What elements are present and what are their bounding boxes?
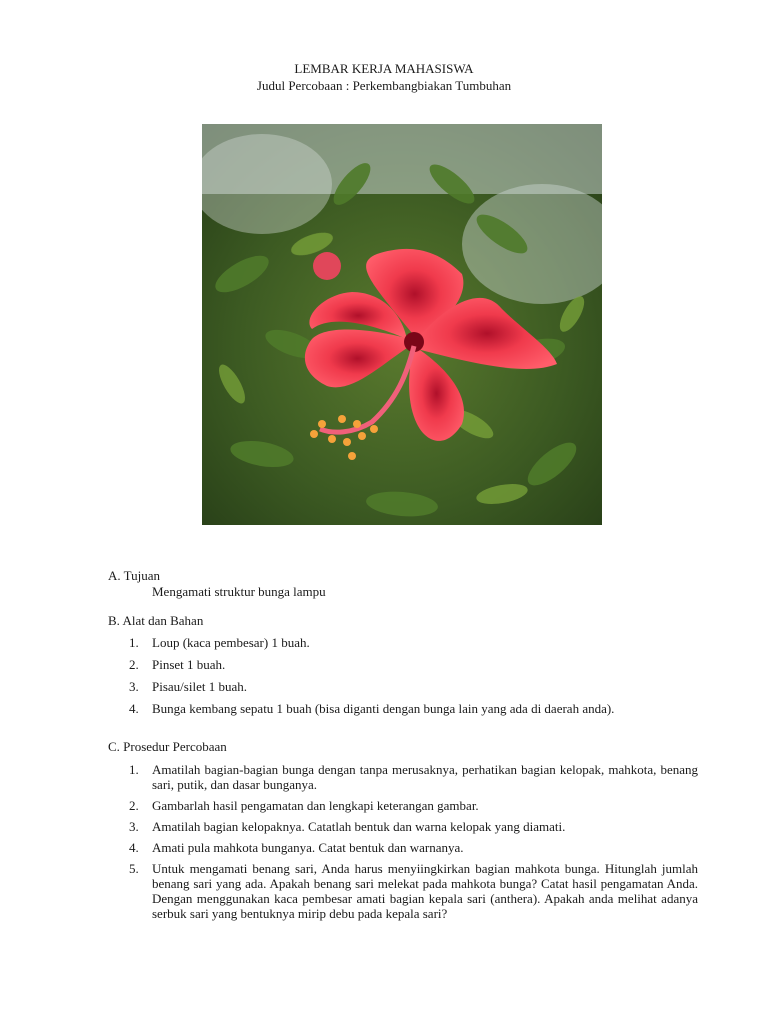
- list-item: 4. Amati pula mahkota bunganya. Catat bentuk dan warnanya.: [129, 840, 464, 855]
- list-item: 1. Amatilah bagian-bagian bunga dengan tanpa merusaknya, perhatikan bagian kelopak, mahkota, benang sari, putik, dan dasar bunganya.: [129, 762, 698, 792]
- procedure-list: [108, 762, 698, 927]
- document-title: LEMBAR KERJA MAHASISWA: [294, 61, 474, 76]
- experiment-title: Judul Percobaan : Perkembangbiakan Tumbuhan: [256, 78, 512, 93]
- list-item: 1. Loup (kaca pembesar) 1 buah.: [129, 635, 310, 650]
- document-header: [0, 60, 768, 94]
- list-item: 2. Pinset 1 buah.: [129, 657, 226, 672]
- tools-list: [108, 635, 698, 723]
- section-b-title: B. Alat dan Bahan: [108, 613, 204, 628]
- section-c-title: C. Prosedur Percobaan: [108, 739, 227, 754]
- list-item: 3. Amatilah bagian kelopaknya. Catatlah bentuk dan warna kelopak yang diamati.: [129, 819, 566, 834]
- list-item: 3. Pisau/silet 1 buah.: [129, 679, 247, 694]
- list-item: 4. Bunga kembang sepatu 1 buah (bisa diganti dengan bunga lain yang ada di daerah anda).: [129, 701, 615, 716]
- list-item: 2. Gambarlah hasil pengamatan dan lengkapi keterangan gambar.: [129, 798, 479, 813]
- hibiscus-flower-photo: [202, 124, 602, 525]
- list-item: 5. Untuk mengamati benang sari, Anda harus menyiingkirkan bagian mahkota bunga. Hitunglah jumlah benang sari yang ada. Apakah benang sari melekat pada mahkota bunga? Catat hasil pengamatan Anda. Dengan menggunakan kaca pembesar amati bagian kepala sari (anthera). Apakah anda melihat adanya serbuk sari yang bentuknya mirip debu pada kepala sari?: [129, 861, 698, 921]
- objective-text: Mengamati struktur bunga lampu: [152, 584, 326, 599]
- section-a-title: A. Tujuan: [108, 568, 161, 583]
